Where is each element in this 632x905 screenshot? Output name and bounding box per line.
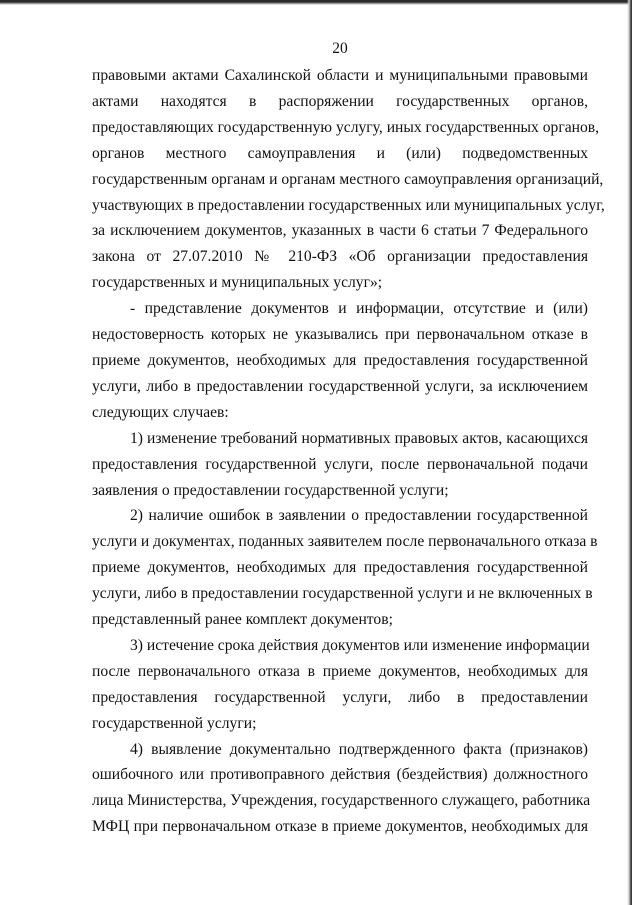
paragraph-2 xyxy=(92,296,588,426)
text-line: 3) истечение срока действия документов или изменение информации xyxy=(130,636,590,654)
text-line: за исключением документов, указанных в части 6 статьи 7 Федерального xyxy=(92,222,588,240)
paragraph-6 xyxy=(92,737,591,841)
paragraph-1 xyxy=(92,63,605,296)
text-line: - представление документов и информации, отсутствие и (или) xyxy=(130,300,588,318)
scan-edge-top xyxy=(0,0,632,5)
text-line: предоставления государственной услуги, либо в предоставлении xyxy=(92,688,588,706)
text-line: представленный ранее комплект документов; xyxy=(92,611,393,629)
text-line: государственных и муниципальных услуг»; xyxy=(92,274,383,292)
text-line: МФЦ при первоначальном отказе в приеме документов, необходимых для xyxy=(92,818,588,836)
text-line: правовыми актами Сахалинской области и муниципальными правовыми xyxy=(92,67,588,84)
text-line: лица Министерства, Учреждения, государственного служащего, работника xyxy=(92,792,591,810)
text-line: услуги, либо в предоставлении государственной услуги и не включенных в xyxy=(92,585,593,603)
paragraph-4 xyxy=(92,503,598,633)
text-line: предоставляющих государственную услугу, иных государственных органов, xyxy=(92,118,600,136)
text-line: закона от 27.07.2010 № 210-ФЗ «Об организации предоставления xyxy=(92,248,588,266)
page-number: 20 xyxy=(332,40,348,57)
paragraph-3 xyxy=(92,426,588,504)
paragraph-5 xyxy=(92,633,588,737)
text-line: заявления о предоставлении государственной услуги; xyxy=(92,481,449,499)
text-line: следующих случаев: xyxy=(92,403,229,421)
text-line: предоставления государственной услуги, после первоначальной подачи xyxy=(92,455,588,473)
text-line: 2) наличие ошибок в заявлении о предоставлении государственной xyxy=(130,507,588,525)
text-line: приеме документов, необходимых для предоставления государственной xyxy=(92,559,588,577)
text-line: приеме документов, необходимых для предоставления государственной xyxy=(92,351,588,369)
text-line: после первоначального отказа в приеме документов, необходимых для xyxy=(92,662,588,680)
text-line: государственным органам и органам местного самоуправления организаций, xyxy=(92,170,604,188)
text-line: 4) выявление документально подтвержденного факта (признаков) xyxy=(130,740,588,758)
text-line: 1) изменение требований нормативных правовых актов, касающихся xyxy=(130,429,588,447)
text-line: участвующих в предоставлении государственных или муниципальных услуг, xyxy=(92,196,605,214)
text-line: услуги, либо в предоставлении государственной услуги, за исключением xyxy=(92,377,588,395)
document-body xyxy=(92,63,605,840)
text-line: органов местного самоуправления и (или) подведомственных xyxy=(92,144,588,162)
text-line: актами находятся в распоряжении государственных органов, xyxy=(92,92,588,110)
text-line: недостоверность которых не указывались при первоначальном отказе в xyxy=(92,326,588,344)
text-line: ошибочного или противоправного действия (бездействия) должностного xyxy=(92,766,588,784)
scan-edge-right xyxy=(627,0,632,905)
text-line: государственной услуги; xyxy=(92,714,257,732)
text-line: услуги и документах, поданных заявителем после первоначального отказа в xyxy=(92,533,598,551)
